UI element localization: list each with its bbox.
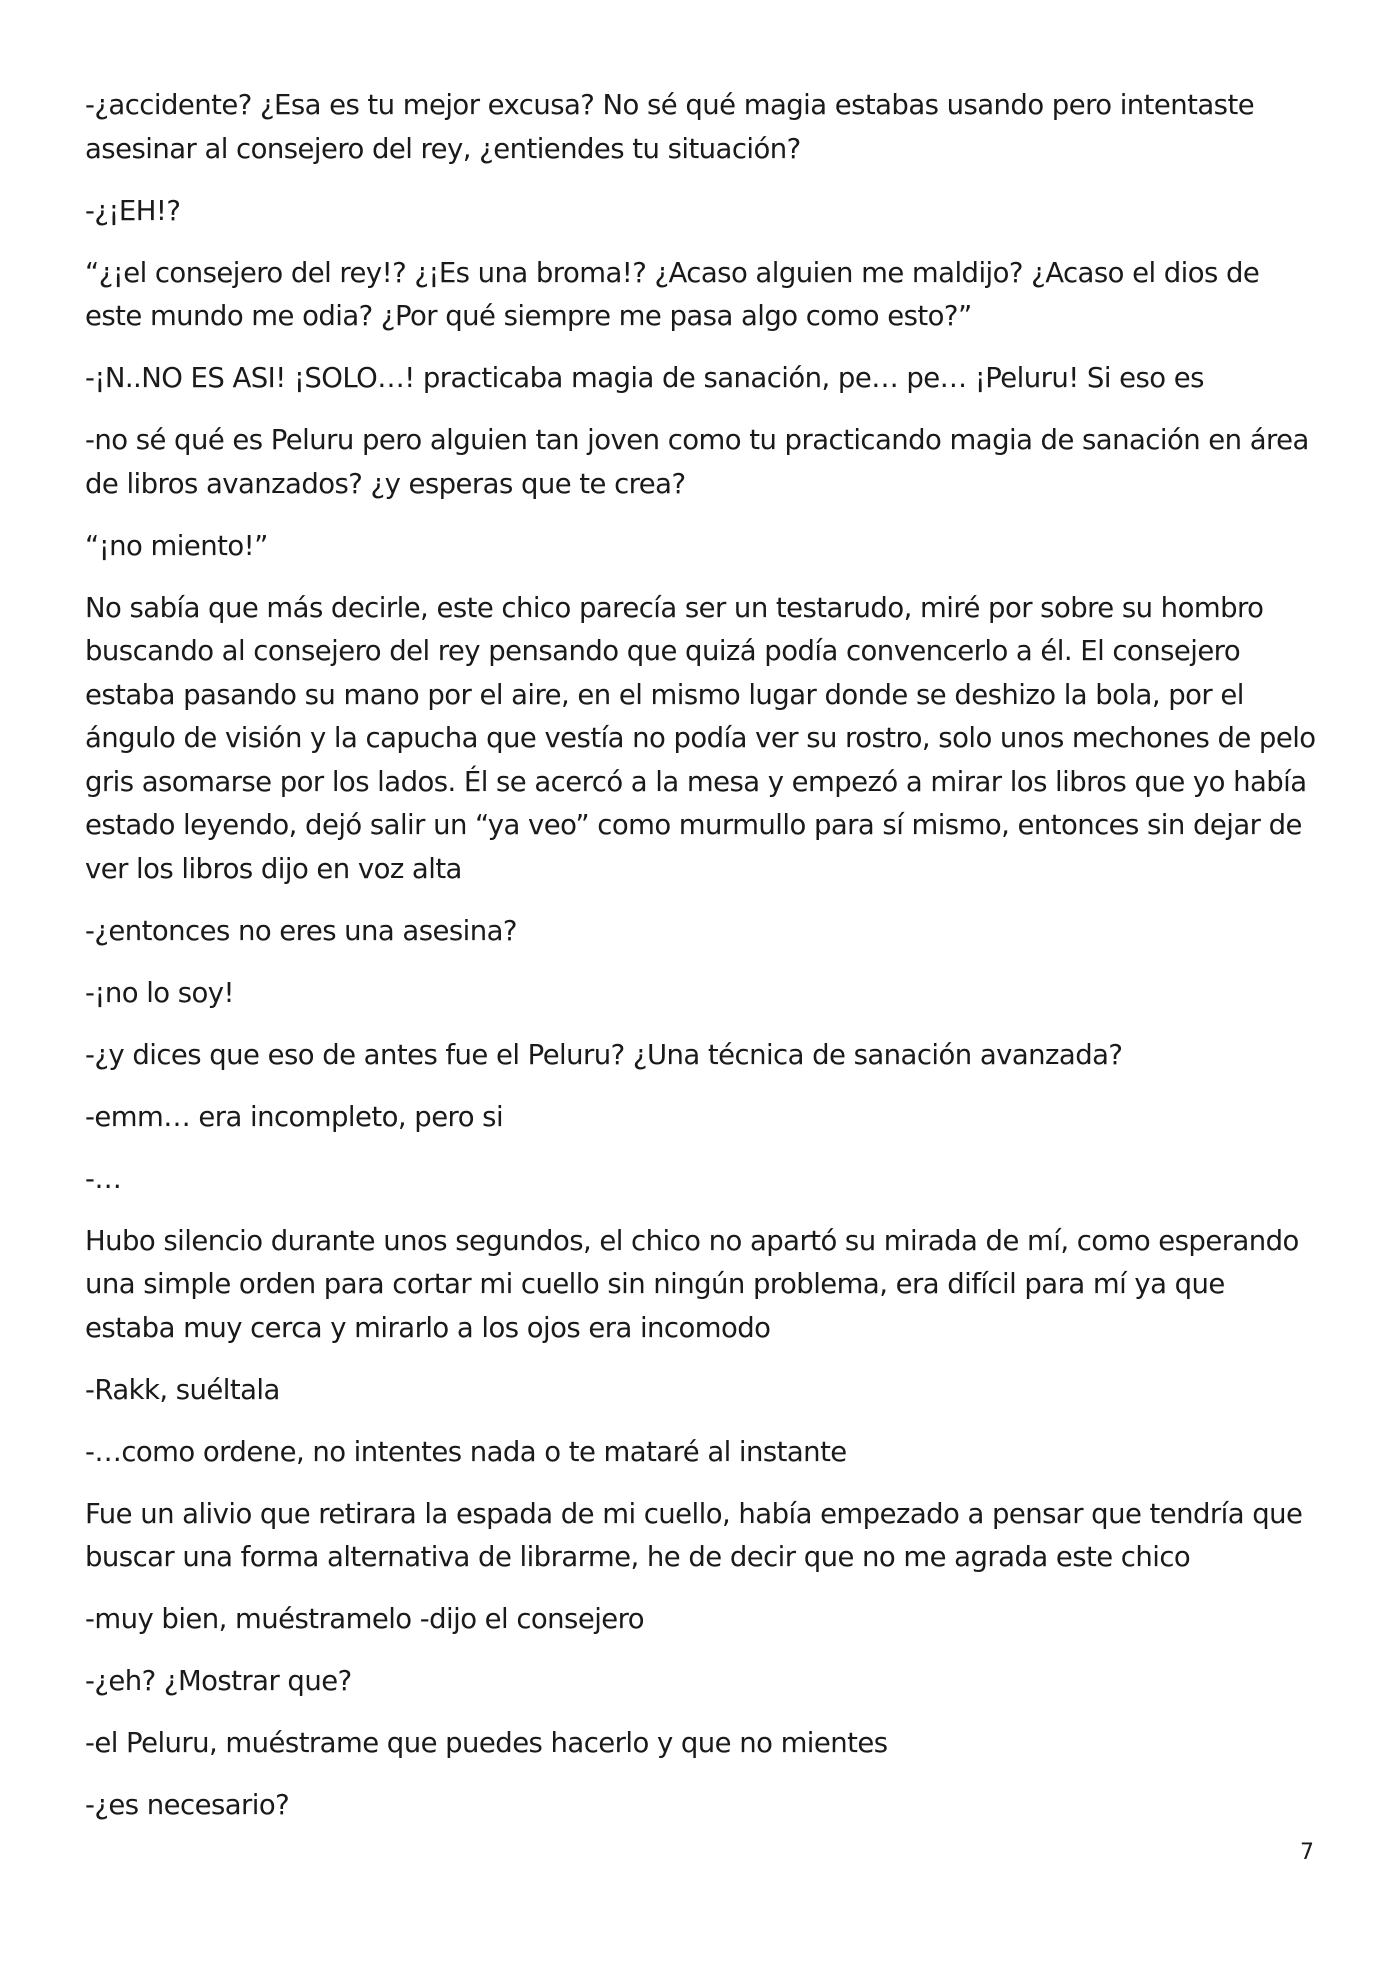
paragraph: No sabía que más decirle, este chico parecía ser un testarudo, miré por sobre su hombro buscando al consejero del rey pensando que quizá podía convencerlo a él. El consejero estaba pasando su mano por el aire, en el mismo lugar donde se deshizo la bola, por el ángulo de visión y la capucha que vestía no podía ver su rostro, solo unos mechones de pelo gris asomarse por los lados. Él se acercó a la mesa y empezó a mirar los libros que yo había estado leyendo, dejó salir un “ya veo” como murmullo para sí mismo, entonces sin dejar de ver los libros dijo en voz alta [85, 591, 1316, 885]
paragraph: -¡no lo soy! [85, 976, 235, 1009]
paragraph: -…como ordene, no intentes nada o te mataré al instante [85, 1435, 847, 1468]
paragraph: -muy bien, muéstramelo -dijo el consejero [85, 1603, 645, 1635]
paragraph: -no sé qué es Peluru pero alguien tan joven como tu practicando magia de sanación en área de libros avanzados? ¿y esperas que te crea? [85, 424, 1309, 500]
paragraph: -¿¡EH!? [85, 194, 181, 227]
paragraph: Hubo silencio durante unos segundos, el chico no apartó su mirada de mí, como esperando una simple orden para cortar mi cuello sin ningún problema, era difícil para mí ya que estaba muy cerca y mirarlo a los ojos era incomodo [85, 1224, 1299, 1344]
paragraph: -¿es necesario? [85, 1789, 290, 1821]
paragraph: -Rakk, suéltala [85, 1373, 280, 1406]
paragraph: Fue un alivio que retirara la espada de mi cuello, había empezado a pensar que tendría que buscar una forma alternativa de librarme, he de decir que no me agrada este chico [85, 1497, 1303, 1573]
paragraph: -¿eh? ¿Mostrar que? [85, 1665, 352, 1697]
paragraph: -¡N..NO ES ASI! ¡SOLO…! practicaba magia de sanación, pe… pe… ¡Peluru! Si eso es [85, 362, 1204, 394]
paragraph: -¿entonces no eres una asesina? [85, 914, 517, 947]
paragraph: “¿¡el consejero del rey!? ¿¡Es una broma!? ¿Acaso alguien me maldijo? ¿Acaso el dios de este mundo me odia? ¿Por qué siempre me pasa algo como esto?” [85, 256, 1260, 332]
document-page [85, 84, 1320, 1846]
paragraph: -el Peluru, muéstrame que puedes hacerlo y que no mientes [85, 1727, 888, 1759]
paragraph: -… [85, 1162, 122, 1195]
paragraph: -¿y dices que eso de antes fue el Peluru? ¿Una técnica de sanación avanzada? [85, 1038, 1123, 1071]
paragraph: -¿accidente? ¿Esa es tu mejor excusa? No sé qué magia estabas usando pero intentaste asesinar al consejero del rey, ¿entiendes tu situación? [85, 89, 1255, 165]
page-number: 7 [1300, 1840, 1314, 1865]
paragraph: -emm… era incompleto, pero si [85, 1100, 504, 1133]
paragraph: “¡no miento!” [85, 529, 268, 562]
